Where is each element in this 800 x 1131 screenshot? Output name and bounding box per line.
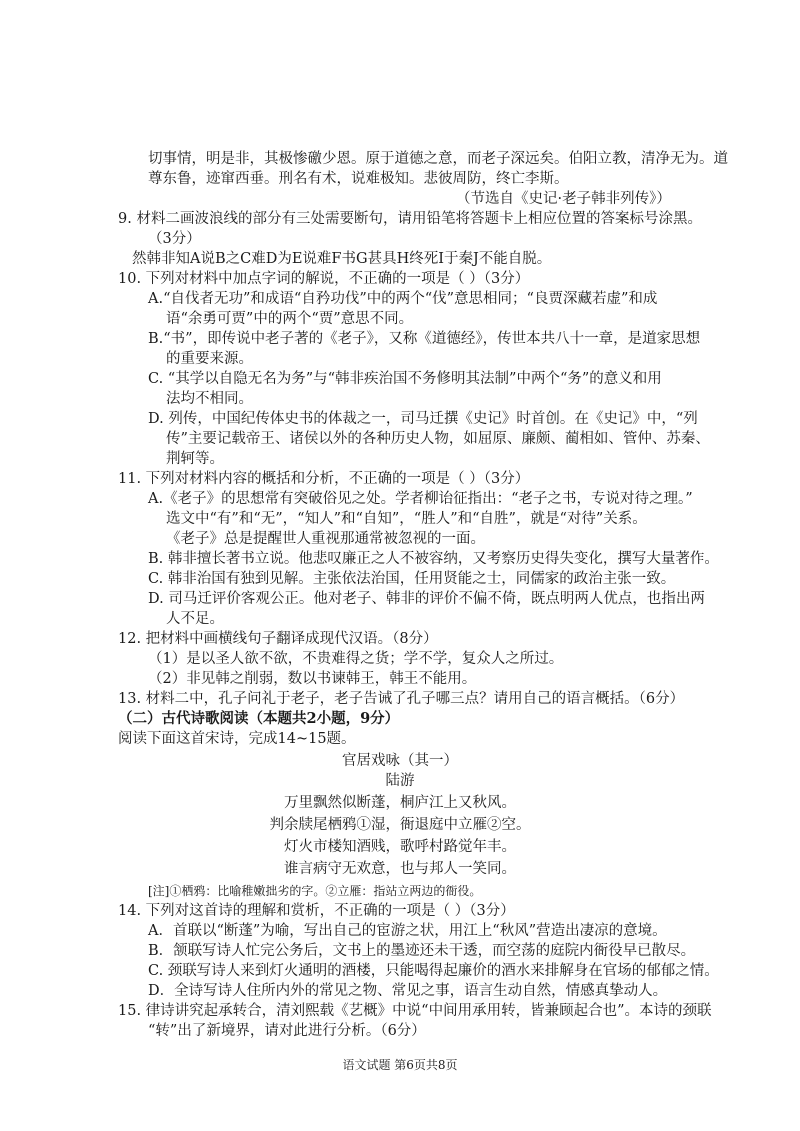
q10-option-b-cont: 的重要来源。 — [166, 351, 253, 367]
q11-option-b: B. 韩非擅长著书立说。他悲叹廉正之人不被容纳，又考察历史得失变化，撰写大量著作。 — [148, 551, 719, 567]
q10-option-a-cont: 语“余勇可贾”中的两个“贾”意思不同。 — [166, 311, 414, 327]
poem-line: 判余牍尾栖鸦①湿，衙退庭中立雁②空。 — [269, 817, 531, 833]
question-13-stem: 13. 材料二中，孔子问礼于老子，老子告诫了孔子哪三点？请用自己的语言概括。（6分） — [118, 691, 685, 707]
page-footer: 语文试题 第6页共8页 — [342, 1058, 458, 1072]
question-15-stem-cont: “转”出了新境界，请对此进行分析。（6分） — [148, 1023, 426, 1039]
q10-option-c-cont: 法均不相同。 — [166, 391, 253, 407]
passage-line: 尊东鲁，迹窜西垂。刑名有术，说难极知。悲彼周防，终亡李斯。 — [148, 171, 569, 187]
q11-option-a: A.《老子》的思想常有突破俗见之处。学者柳诒征指出：“老子之书，专说对待之理。” — [148, 491, 693, 507]
question-15-stem: 15. 律诗讲究起承转合，清刘熙载《艺概》中说“中间用承用转，皆兼顾起合也”。本诗的颈联 — [118, 1003, 712, 1019]
q11-option-a-cont: 《老子》总是提醒世人重视那通常被忽视的一面。 — [166, 531, 485, 547]
question-9-stem: 9. 材料二画波浪线的部分有三处需要断句，请用铅笔将答题卡上相应位置的答案标号涂黑。 — [118, 211, 702, 227]
poem-title: 官居戏咏（其一） — [342, 753, 458, 769]
poem-author: 陆游 — [385, 773, 415, 789]
q14-option-d: D．全诗写诗人住所内外的常见之物、常见之事，语言生动自然，情感真挚动人。 — [148, 983, 668, 999]
passage-line: 切事情，明是非，其极惨礉少恩。原于道德之意，而老子深远矣。伯阳立教，清净无为。道 — [148, 151, 728, 167]
poem-note: [注]①栖鸦：比喻稚嫩拙劣的字。②立雁：指站立两边的衙役。 — [148, 884, 482, 898]
q10-option-d-cont: 荆轲等。 — [166, 451, 224, 467]
q11-option-a-cont: 选文中“有”和“无”，“知人”和“自知”，“胜人”和“自胜”，就是“对待”关系。 — [166, 511, 647, 527]
q14-option-b: B．颔联写诗人忙完公务后，文书上的墨迹还未干透，而空荡的庭院内衙役早已散尽。 — [148, 943, 696, 959]
section-title: （二）古代诗歌阅读（本题共2小题，9分） — [118, 710, 400, 727]
q10-option-d-cont: 传”主要记载帝王、诸侯以外的各种历史人物，如屈原、廉颇、蔺相如、管仲、苏秦、 — [166, 431, 710, 447]
poem-line: 灯火市楼知酒贱，歌呼村路觉年丰。 — [284, 839, 516, 855]
q10-option-a: A.“自伐者无功”和成语“自矜功伐”中的两个“伐”意思相同；“良贾深藏若虚”和成 — [148, 291, 658, 307]
question-11-stem: 11. 下列对材料内容的概括和分析，不正确的一项是（ ）（3分） — [118, 471, 530, 487]
q14-option-a: A．首联以“断蓬”为喻，写出自己的宦游之状，用江上“秋风”营造出凄凉的意境。 — [148, 923, 667, 939]
q11-option-d-cont: 人不足。 — [166, 611, 224, 627]
poem-line: 万里飘然似断蓬，桐庐江上又秋风。 — [284, 795, 516, 811]
question-9-sentence: 然韩非知A说B之C难D为E说难F书G甚具H终死I于秦J不能自脱。 — [132, 251, 552, 267]
poem-line: 谁言病守无欢意，也与邦人一笑同。 — [284, 861, 516, 877]
question-12-stem: 12. 把材料中画横线句子翻译成现代汉语。（8分） — [118, 631, 438, 647]
q12-sentence-2: （2）非见韩之削弱，数以书谏韩王，韩王不能用。 — [148, 671, 477, 687]
q12-sentence-1: （1）是以圣人欲不欲，不贵难得之货；学不学，复众人之所过。 — [148, 651, 564, 667]
section-instruction: 阅读下面这首宋诗，完成14~15题。 — [118, 731, 356, 747]
passage-source: （节选自《史记·老子韩非列传》） — [456, 191, 671, 207]
q10-option-c: C. “其学以自隐无名为务”与“韩非疾治国不务修明其法制”中两个“务”的意义和用 — [148, 371, 662, 387]
question-10-stem: 10. 下列对材料中加点字词的解说，不正确的一项是（ ）（3分） — [118, 271, 530, 287]
q14-option-c: C. 颈联写诗人来到灯火通明的酒楼，只能喝得起廉价的酒水来排解身在官场的郁郁之情。 — [148, 963, 719, 979]
question-9-score: （3分） — [148, 231, 201, 247]
q11-option-c: C. 韩非治国有独到见解。主张依法治国，任用贤能之士，同儒家的政治主张一致。 — [148, 571, 676, 587]
question-14-stem: 14. 下列对这首诗的理解和赏析，不正确的一项是（ ）（3分） — [118, 903, 515, 919]
q11-option-d: D. 司马迁评价客观公正。他对老子、韩非的评价不偏不倚，既点明两人优点，也指出两 — [148, 591, 705, 607]
q10-option-d: D. 列传，中国纪传体史书的体裁之一，司马迁撰《史记》时首创。在《史记》中，“列 — [148, 411, 698, 427]
q10-option-b: B.“书”，即传说中老子著的《老子》，又称《道德经》，传世本共八十一章，是道家思想 — [148, 331, 701, 347]
